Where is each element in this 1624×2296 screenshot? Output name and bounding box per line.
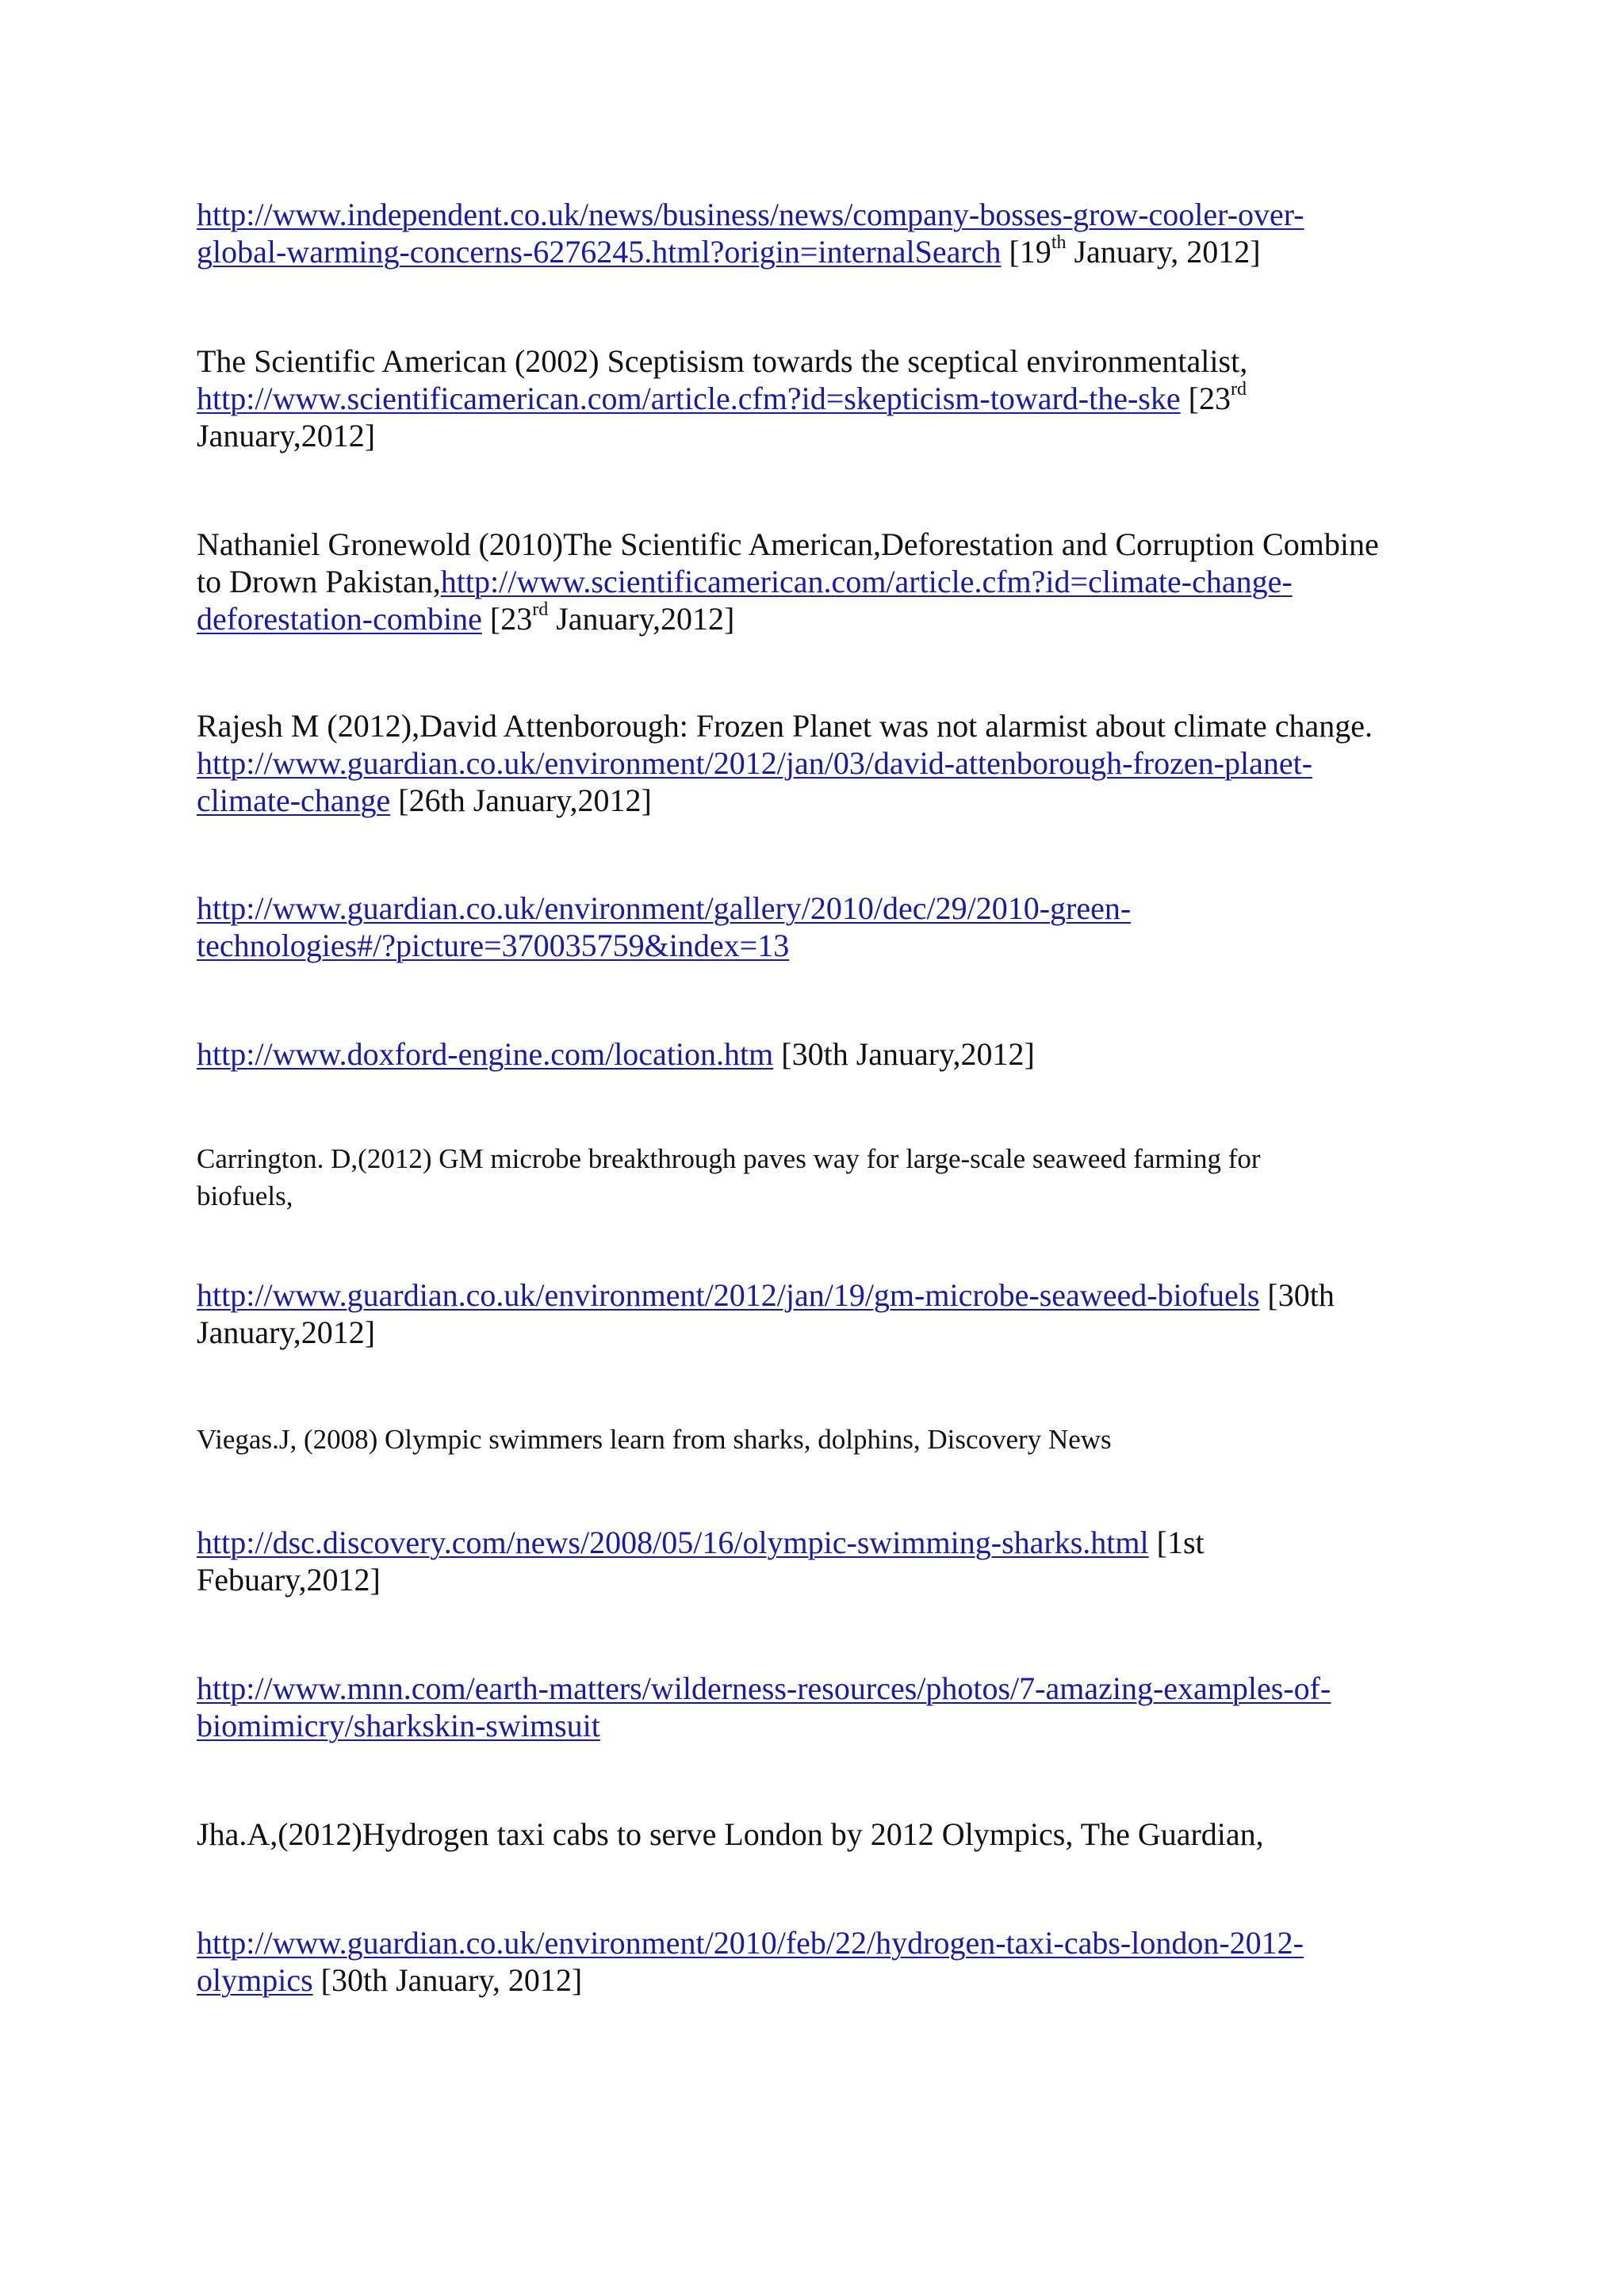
reference-entry [197,890,1434,964]
reference-link[interactable]: global-warming-concerns-6276245.html?origin=internalSearch [197,234,1002,270]
reference-entry [197,1421,1434,1458]
reference-entry [197,1924,1434,1999]
reference-citation: to Drown Pakistan, [197,564,441,599]
reference-link[interactable]: http://www.scientificamerican.com/article.cfm?id=climate-change- [440,564,1293,599]
reference-link[interactable]: http://www.independent.co.uk/news/business/news/company-bosses-grow-cooler-over- [197,197,1304,232]
access-date: [23rd [1180,378,1247,416]
reference-link[interactable]: biomimicry/sharkskin-swimsuit [197,1708,600,1743]
reference-link[interactable]: http://www.scientificamerican.com/article.cfm?id=skepticism-toward-the-ske [197,381,1181,416]
reference-link[interactable]: http://www.guardian.co.uk/environment/2012/jan/03/david-attenborough-frozen-planet- [197,745,1313,781]
access-date: [26th January,2012] [390,783,652,818]
access-date: [30th January,2012] [773,1036,1035,1072]
access-date: [30th January, 2012] [312,1962,583,1998]
reference-citation: Nathaniel Gronewold (2010)The Scientific American,Deforestation and Corruption Combine [197,526,1379,562]
reference-entry [197,1140,1434,1215]
reference-link[interactable]: http://www.guardian.co.uk/environment/2012/jan/19/gm-microbe-seaweed-biofuels [197,1277,1260,1313]
access-date: January,2012] [197,418,376,453]
reference-link[interactable]: technologies#/?picture=370035759&index=13 [197,928,790,963]
reference-link[interactable]: http://www.mnn.com/earth-matters/wilderness-resources/photos/7-amazing-examples-of- [197,1670,1331,1706]
reference-citation: biofuels, [197,1181,293,1211]
reference-citation: Jha.A,(2012)Hydrogen taxi cabs to serve London by 2012 Olympics, The Guardian, [197,1816,1264,1852]
reference-citation: Carrington. D,(2012) GM microbe breakthrough paves way for large-scale seaweed farming for [197,1143,1261,1174]
reference-entry [197,342,1434,454]
access-date: [23rd January,2012] [481,599,735,637]
reference-entry [197,1276,1434,1351]
reference-link[interactable]: olympics [197,1962,313,1998]
reference-link[interactable]: http://dsc.discovery.com/news/2008/05/16/olympic-swimming-sharks.html [197,1525,1149,1560]
access-date: [1st [1148,1525,1205,1560]
reference-entry [197,1816,1434,1853]
access-date: Febuary,2012] [197,1562,381,1598]
reference-entry [197,1035,1434,1073]
reference-link[interactable]: http://www.doxford-engine.com/location.htm [197,1036,774,1072]
access-date: [30th [1259,1277,1335,1313]
reference-entry [197,1670,1434,1744]
reference-entry [197,1524,1434,1598]
reference-link[interactable]: climate-change [197,783,391,818]
reference-entry [197,707,1434,819]
reference-citation: The Scientific American (2002) Sceptisism towards the sceptical environmentalist, [197,343,1248,379]
reference-citation: Rajesh M (2012),David Attenborough: Frozen Planet was not alarmist about climate change. [197,708,1373,744]
reference-link[interactable]: http://www.guardian.co.uk/environment/2010/feb/22/hydrogen-taxi-cabs-london-2012- [197,1925,1304,1961]
reference-entry [197,526,1434,637]
access-date: [19th January, 2012] [1001,232,1261,270]
reference-link[interactable]: http://www.guardian.co.uk/environment/gallery/2010/dec/29/2010-green- [197,890,1132,926]
access-date: January,2012] [197,1314,376,1350]
reference-link[interactable]: deforestation-combine [197,601,482,637]
reference-entry [197,196,1434,270]
reference-citation: Viegas.J, (2008) Olympic swimmers learn from sharks, dolphins, Discovery News [197,1424,1112,1455]
